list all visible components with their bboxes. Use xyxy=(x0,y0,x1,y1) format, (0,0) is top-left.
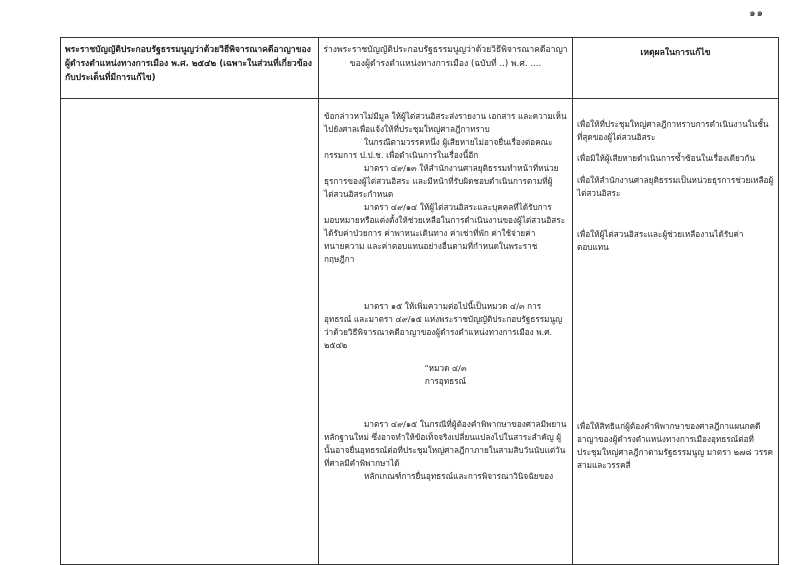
draft-paragraph: ในกรณีตามวรรคหนึ่ง ผู้เสียหายไม่อาจยื่นเรื่องต่อคณะกรรมการ ป.ป.ช. เพื่อดำเนินการในเรื่องนี้อีก xyxy=(324,137,553,160)
reasons-cell xyxy=(573,99,779,565)
draft-paragraph: มาตรา ๔๙/๑๔ ให้ผู้ไต่สวนอิสระและบุคคลที่ได้รับการมอบหมายหรือแต่งตั้งให้ช่วยเหลือในการดำเนินงานของผู้ไต่สวนอิสระได้รับค่าป่วยการ ค่าพาหนะเดินทาง ค่าเช่าที่พัก ค่าใช้จ่ายค่าทนายความ และค่าตอบแทนอย่างอื่นตามที่กำหนดในพระราชกฤษฎีกา xyxy=(324,202,566,264)
header-cell-draft-law xyxy=(319,38,573,99)
reason-paragraph: เพื่อให้สิทธิแก่ผู้ต้องคำพิพากษาของศาลฎีกาแผนกคดีอาญาของผู้ดำรงตำแหน่งทางการเมืองอุทธรณ์ต่อที่ประชุมใหญ่ศาลฎีกาตามรัฐธรรมนูญ มาตรา ๒๗๘ วรรคสามและวรรคสี่ xyxy=(577,421,774,471)
reason-paragraph: เพื่อให้สำนักงานศาลยุติธรรมเป็นหน่วยธุรการช่วยเหลือผู้ไต่สวนอิสระ xyxy=(577,174,774,198)
chapter-title: การอุทธรณ์ xyxy=(424,376,467,386)
table-header-row xyxy=(61,38,779,99)
current-law-cell xyxy=(61,99,319,565)
page-number: ๑๑ xyxy=(749,8,764,19)
header-cell-current-law xyxy=(61,38,319,99)
header-cell-reasons xyxy=(573,38,779,99)
header-reasons: เหตุผลในการแก้ไข xyxy=(640,48,711,58)
reason-paragraph: เพื่อให้ที่ประชุมใหญ่ศาลฎีกาทราบการดำเนินงานในชั้นที่สุดของผู้ไต่สวนอิสระ xyxy=(577,119,769,143)
comparison-table xyxy=(60,37,779,565)
reason-paragraph: เพื่อให้ผู้ไต่สวนอิสระและผู้ช่วยเหลืองานได้รับค่าตอบแทน xyxy=(577,228,744,252)
draft-paragraph: มาตรา ๔๙/๑๕ ในกรณีที่ผู้ต้องคำพิพากษาของศาลมีพยานหลักฐานใหม่ ซึ่งอาจทำให้ข้อเท็จจริงเปลี่ยนแปลงไปในสาระสำคัญ ผู้นั้นอาจยื่นอุทธรณ์ต่อที่ประชุมใหญ่ศาลฎีกาภายในสามสิบวันนับแต่วันที่ศาลมีคำพิพากษาได้ xyxy=(324,419,567,468)
draft-law-cell xyxy=(319,99,573,565)
draft-paragraph: มาตรา ๑๕ ให้เพิ่มความต่อไปนี้เป็นหมวด ๔/๓ การอุทธรณ์ และมาตรา ๔๙/๑๕ แห่งพระราชบัญญัติประกอบรัฐธรรมนูญว่าด้วยวิธีพิจารณาคดีอาญาของผู้ดำรงตำแหน่งทางการเมือง พ.ศ. ๒๕๔๒ xyxy=(324,301,563,350)
draft-paragraph: หลักเกณฑ์การยื่นอุทธรณ์และการพิจารณาวินิจฉัยของ xyxy=(364,471,554,481)
chapter-heading: “หมวด ๔/๓ xyxy=(424,363,467,373)
table-body-row xyxy=(61,99,779,565)
draft-paragraph: มาตรา ๔๙/๑๓ ให้สำนักงานศาลยุติธรรมทำหน้าที่หน่วยธุรการของผู้ไต่สวนอิสระ และมีหน้าที่รับผิดชอบดำเนินการตามที่ผู้ไต่สวนอิสระกำหนด xyxy=(324,163,559,199)
reason-paragraph: เพื่อมิให้ผู้เสียหายดำเนินการซ้ำซ้อนในเรื่องเดียวกัน xyxy=(577,153,755,164)
header-draft-law: ร่างพระราชบัญญัติประกอบรัฐธรรมนูญว่าด้วยวิธีพิจารณาคดีอาญาของผู้ดำรงตำแหน่งทางการเมือง (ฉบับที่ ..) พ.ศ. .... xyxy=(323,45,568,69)
draft-paragraph: ข้อกล่าวหาไม่มีมูล ให้ผู้ไต่สวนอิสระส่งรายงาน เอกสาร และความเห็นไปยังศาลเพื่อแจ้งให้ที่ประชุมใหญ่ศาลฎีกาทราบ xyxy=(324,111,567,134)
header-current-law: พระราชบัญญัติประกอบรัฐธรรมนูญว่าด้วยวิธีพิจารณาคดีอาญาของผู้ดำรงตำแหน่งทางการเมือง พ.ศ. ๒๕๔๒ (เฉพาะในส่วนที่เกี่ยวข้องกับประเด็นที่มีการแก้ไข) xyxy=(65,45,312,83)
